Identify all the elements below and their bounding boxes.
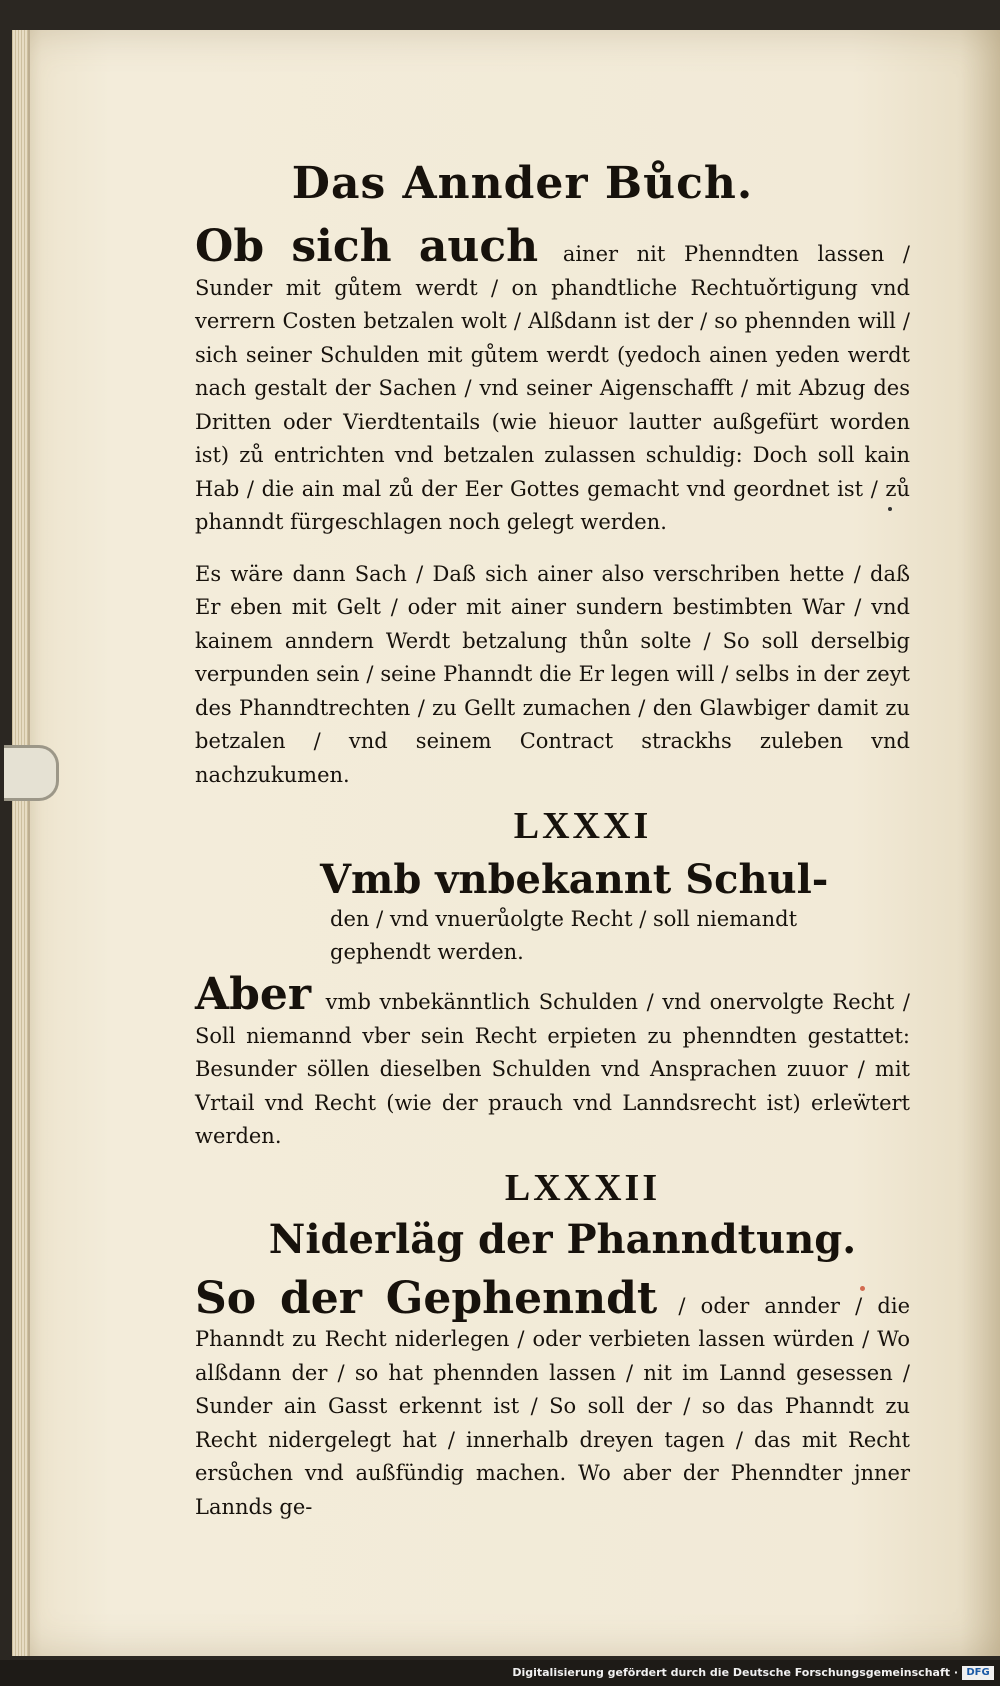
paragraph-3-text: vmb vnbekänntlich Schulden / vnd onervolgte Recht / Soll niemannd vber sein Recht erpieten zu phenndten gestattet: Besunder söllen dieselben Schulden vnd Ansprachen zuuor / mit Vrtail vnd Recht (wie der prauch vnd Lanndsrecht ist) erleẅtert werden. bbox=[195, 990, 910, 1148]
gutter-line bbox=[28, 30, 30, 1656]
paragraph-1 bbox=[195, 221, 910, 540]
chapter-number-81: LXXXI bbox=[513, 805, 652, 847]
paragraph-1-text: ainer nit Phenndten lassen / Sunder mit gůtem werdt / on phandtliche Rechtuǒrtigung vnd verrern Costen betzalen wolt / Alßdann ist der / so phennden will / sich seiner Schulden mit gůtem werdt (yedoch ainen yeden werdt nach gestalt der Sachen / vnd seiner Aigenschafft / mit Abzug des Dritten oder Vierdtentails (wie hieuor lautter außgefürt worden ist) zů entrichten vnd betzalen zulassen schuldig: Doch soll kain Hab / die ain mal zů der Eer Gottes gemacht vnd geordnet ist / zů phanndt fürgeschlagen noch gelegt werden. bbox=[195, 242, 910, 534]
chapter-81-rubric-title: Vmb vnbekannt Schul- bbox=[320, 856, 829, 903]
paragraph-4 bbox=[195, 1272, 910, 1525]
chapter-82-heading: Niderläg der Phanndtung. bbox=[268, 1215, 857, 1263]
clasp-marker bbox=[4, 745, 59, 801]
paragraph-4-text: / oder annder / die Phanndt zu Recht niderlegen / oder verbieten lassen würden / Wo alßdann der / so hat phennden lassen / nit im Lannd gesessen / Sunder ain Gasst erkennt ist / So soll der / so das Phanndt zu Recht nidergelegt hat / innerhalb dreyen tagen / das mit Recht ersůchen vnd außfündig machen. Wo aber der Phenndter jnner Lannds ge- bbox=[195, 1293, 910, 1519]
paragraph-2-text: Es wäre dann Sach / Daß sich ainer also verschriben hette / daß Er eben mit Gelt / oder mit ainer sundern bestimbten War / vnd kainem anndern Werdt betzalung thůn solte / So soll derselbig verpunden sein / seine Phanndt die Er legen will / selbs in der zeyt des Phanndtrechten / zu Gellt zumachen / den Glawbiger damit zu betzalen / vnd seinem Contract strackhs zuleben vnd nachzukumen. bbox=[195, 561, 910, 787]
running-head: Das Annder Bůch. bbox=[291, 158, 754, 209]
dfg-logo[interactable]: DFG bbox=[962, 1666, 994, 1680]
paragraph-3-lead: Aber bbox=[195, 969, 312, 1020]
paragraph-4-lead: So der Gephenndt bbox=[195, 1272, 658, 1324]
paragraph-2 bbox=[195, 558, 910, 793]
chapter-81-rubric-subtitle: den / vnd vnuerůolgte Recht / soll niemandt gephendt werden. bbox=[330, 907, 798, 964]
paragraph-1-lead: Ob sich auch bbox=[195, 221, 539, 272]
paragraph-3 bbox=[195, 969, 910, 1154]
text-column bbox=[195, 140, 910, 1524]
footer-credit: Digitalisierung gefördert durch die Deutsche Forschungsgemeinschaft · bbox=[512, 1666, 958, 1679]
chapter-number-82: LXXXII bbox=[504, 1166, 661, 1209]
